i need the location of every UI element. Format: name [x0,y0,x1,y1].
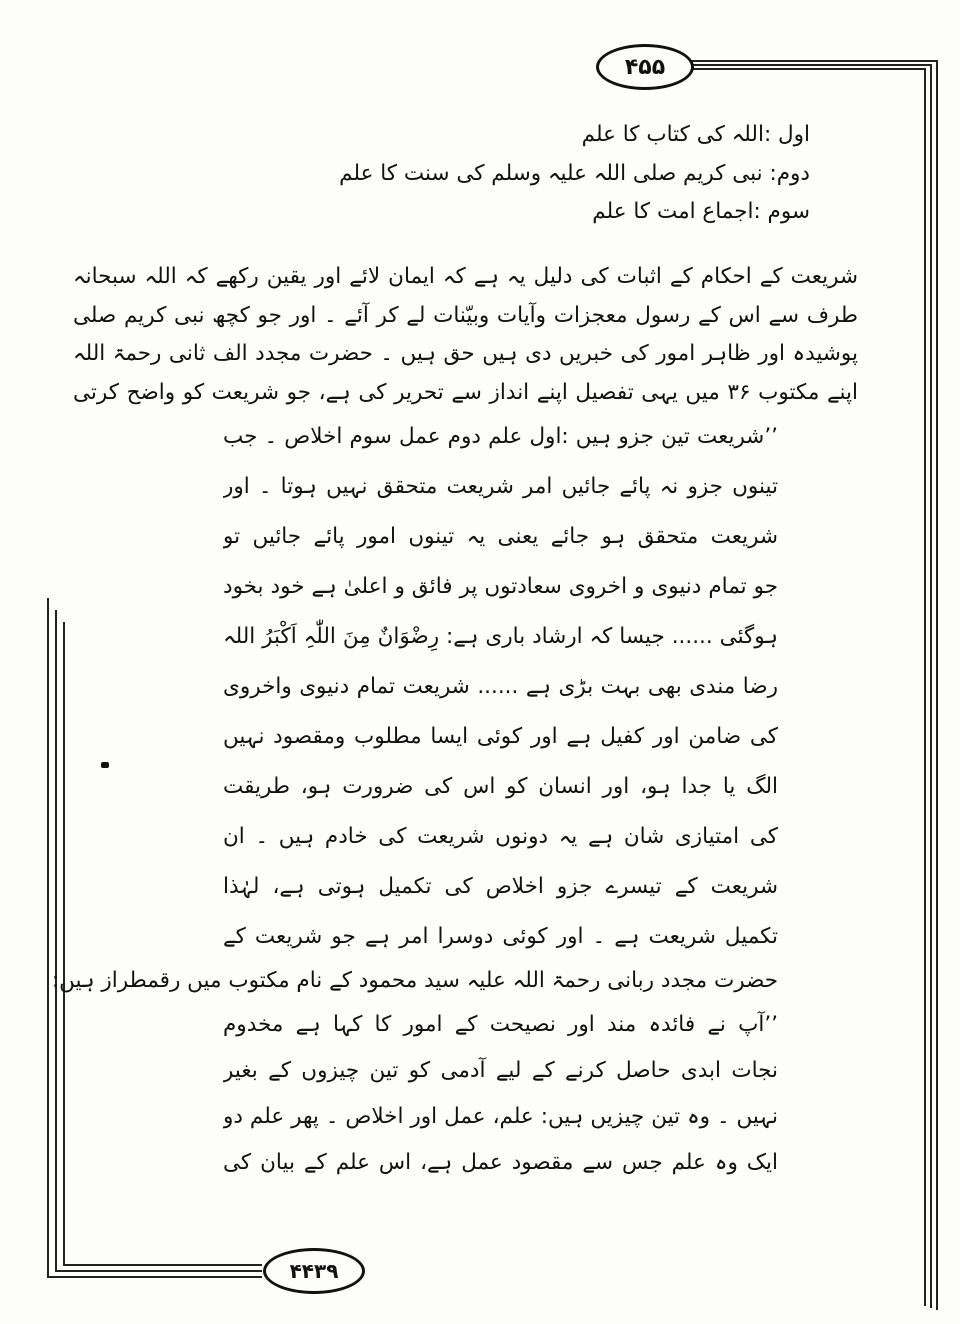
list-item: سوم :اجماع امت کا علم [592,199,810,224]
paragraph-line: اپنے مکتوب ۳۶ میں یہی تفصیل اپنے انداز سے تحریر کی ہے، جو شریعت کو واضح کرتی [73,379,858,405]
quote-line: ’’شریعت تین جزو ہیں :اول علم دوم عمل سوم اخلاص ۔ جب [223,424,778,449]
page-number-bottom: ۴۴۳۹ [263,1248,365,1294]
intro-2: حضرت مجدد ربانی رحمۃ اللہ علیہ سید محمود کے نام مکتوب میں رقمطراز ہیں: [51,968,778,993]
quote-line: نجات ابدی حاصل کرنے کے لیے آدمی کو تین چیزوں کے بغیر [223,1058,778,1083]
paragraph-line: شریعت کے احکام کے اثبات کی دلیل یہ ہے کہ ایمان لائے اور یقین رکھے کہ اللہ سبحانہ [73,264,858,289]
frame-line-left-1 [47,598,49,1278]
quote-1 [223,412,778,962]
frame-line-bottom-3 [63,1264,262,1266]
frame-line-right-3 [924,68,926,1306]
quote-line: تینوں جزو نہ پائے جائیں امر شریعت متحقق نہیں ہوتا ۔ اور [223,474,778,499]
quote-line: رضا مندی بھی بہت بڑی ہے ...... شریعت تمام دنیوی واخروی [223,674,778,699]
quote-line: الگ یا جدا ہو، اور انسان کو اس کی ضرورت ہو، طریقت [223,774,778,799]
frame-line-bottom-2 [55,1270,262,1272]
frame-line-left-3 [63,622,65,1266]
frame-line-top-1 [690,60,938,62]
paragraph-line: طرف سے اس کے رسول معجزات وآیات وبیّنات لے کر آئے ۔ اور جو کچھ نبی کریم صلی [73,302,858,328]
frame-line-top-2 [690,64,932,66]
quote-line: ایک وہ علم جس سے مقصود عمل ہے، اس علم کے بیان کی [223,1150,778,1175]
quote-line: نہیں ۔ وہ تین چیزیں ہیں: علم، عمل اور اخلاص ۔ پھر علم دو [223,1104,778,1129]
quote-line: جو تمام دنیوی و اخروی سعادتوں پر فائق و اعلیٰ ہے خود بخود [223,574,778,599]
quote-line: ’’آپ نے فائدہ مند اور نصیحت کے امور کا کہا ہے مخدوم [223,1012,778,1037]
frame-line-top-3 [690,68,926,70]
list-item: اول :اللہ کی کتاب کا علم [581,122,810,147]
paragraph-line: پوشیدہ اور ظاہر امور کی خبریں دی ہیں حق ہیں ۔ حضرت مجدد الف ثانی رحمۃ اللہ [73,341,858,366]
paragraph-1 [73,258,858,412]
quote-line: شریعت متحقق ہو جائے یعنی یہ تینوں امور پائے جائیں تو [223,524,778,549]
page-number-top: ۴۵۵ [596,44,694,90]
frame-line-right-1 [936,60,938,1310]
ink-mark [101,762,109,768]
frame-line-left-2 [55,610,57,1272]
quote-line: کی ضامن اور کفیل ہے اور کوئی ایسا مطلوب ومقصود نہیں [223,724,778,749]
quote-line: تکمیل شریعت ہے ۔ اور کوئی دوسرا امر ہے جو شریعت کے [223,924,778,949]
list-item: دوم: نبی کریم صلی اللہ علیہ وسلم کی سنت کا علم [339,160,810,186]
quote-line: ہوگئی ...... جیسا کہ ارشاد باری ہے: رِضْوَانٌ مِنَ اللّٰہِ اَکْبَرُ اللہ [223,624,778,649]
quote-line: شریعت کے تیسرے جزو اخلاص کی تکمیل ہوتی ہے، لہٰذا [223,874,778,899]
quote-2 [223,1002,778,1186]
frame-line-right-2 [930,64,932,1308]
quote-line: کی امتیازی شان ہے یہ دونوں شریعت کی خادم ہیں ۔ ان [223,824,778,849]
list-items [339,116,810,232]
frame-line-bottom-1 [47,1276,262,1278]
